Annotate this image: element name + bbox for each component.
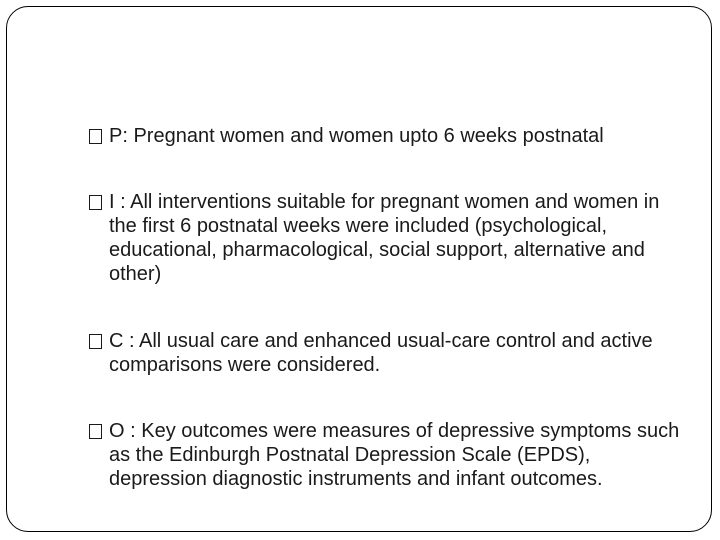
missing-glyph-box-icon bbox=[89, 334, 102, 349]
bullet-outcome bbox=[89, 419, 689, 491]
bullet-list bbox=[89, 124, 689, 491]
bullet-intervention-text: I : All interventions suitable for pregnant women and women in the first 6 postnatal weeks were included (psychological, educational, pharmacological, social support, alternative and other) bbox=[109, 191, 660, 285]
slide-frame bbox=[6, 6, 712, 532]
bullet-outcome-text: O : Key outcomes were measures of depressive symptoms such as the Edinburgh Postnatal Depression Scale (EPDS), depression diagnostic instruments and infant outcomes. bbox=[109, 420, 680, 490]
bullet-population bbox=[89, 124, 689, 148]
bullet-comparison-text: C : All usual care and enhanced usual-care control and active comparisons were considered. bbox=[109, 330, 653, 376]
bullet-comparison bbox=[89, 329, 689, 377]
bullet-intervention bbox=[89, 190, 689, 286]
missing-glyph-box-icon bbox=[89, 424, 102, 439]
missing-glyph-box-icon bbox=[89, 195, 102, 210]
missing-glyph-box-icon bbox=[89, 129, 102, 144]
bullet-population-text: P: Pregnant women and women upto 6 weeks postnatal bbox=[109, 125, 604, 147]
